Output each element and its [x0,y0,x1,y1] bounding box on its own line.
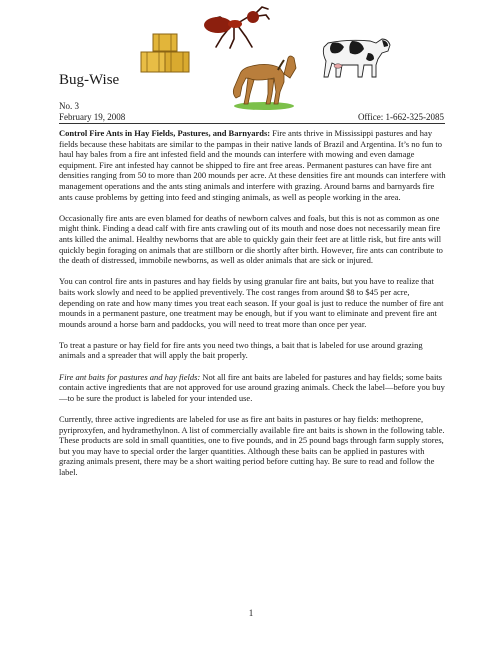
hay-bales-icon [140,32,190,74]
office-phone: Office: 1-662-325-2085 [357,111,444,122]
issue-number: No. 3 [59,101,79,111]
paragraph-6: Currently, three active ingredients are labeled for use as fire ant baits in pastures or hay fields: methoprene, pyriproxyfen, and hydramethylnon. A list of commercially available fire ant baits is shown in the following table. These products are sold in small quantities, one to five pounds, and in 25 pound bags through farm supply stores, but you may have to special order the larger quantities. Although these baits can be applied in pastures with grazing animals present, there may be a short waiting period before cutting hay. Be sure to read and follow the label. [59,414,445,477]
subsection-heading: Fire ant baits for pastures and hay fields: [59,371,201,382]
issue-info [59,101,444,122]
newsletter-title: Bug-Wise [59,72,120,88]
paragraph-1 [59,128,446,202]
header-divider [59,123,445,124]
section-heading: Control Fire Ants in Hay Fields, Pastures, and Barnyards: [59,128,271,138]
paragraph-4: To treat a pasture or hay field for fire ants you need two things, a bait that is labeled for use around grazing animals and a spreader that will apply the bait properly. [59,339,423,361]
cow-icon [318,33,394,79]
article-body [59,128,446,488]
paragraph-1-text: Fire ants thrive in Mississippi pastures and hay fields because these habitats are similar to the pampas in their native lands of Brazil and Argentina. It’s no fun to haul hay bales from a fire ant infested field and the mounds can interfere with mowing and even damage equipment. Fire ant infested hay cannot be shipped to fire ant free areas. Permanent pastures can have fire ant densities ranging from 50 to more than 200 mounds per acre. At these densities fire ant mounds can interfere with management operations and the ants sting animals and interfere with grazing. Around barns and barnyards fire ants cause problems by getting into feed and stinging animals, as well as people working in the area. [59,128,446,202]
paragraph-2: Occasionally fire ants are even blamed for deaths of newborn calves and foals, but this is not as common as one might think. Finding a dead calf with fire ants crawling out of its mouth and nose does not necessarily mean fire ants killed the animal. Healthy newborns that are able to quickly gain their feet are at little risk, but fire ants will quickly begin foraging on animals that are stillborn or die shortly after birth. However, fire ants can contribute to the death of distressed, immobile newborns, as well as older animals that are sick or injured. [59,212,443,266]
paragraph-3: You can control fire ants in pastures and hay fields by using granular fire ant baits, but you have to realize that baits work slowly and need to be applied preventively. The cost ranges from around $8 to $45 per acre, depending on rate and how many times you treat each season. If your goal is just to reduce the number of fire ant mounds in a permanent pasture, one treatment may be enough, but if you want to eliminate and prevent fire ant mounds around a horse barn and paddocks, you will need to treat more than once per year. [59,276,444,329]
paragraph-5-text: Not all fire ant baits are labeled for pastures and hay fields; some baits contain active ingredients that are not approved for use around grazing animals. Check the label—before you buy—to be sure the product is labeled for your intended use. [59,371,445,403]
fire-ant-icon [200,3,270,49]
issue-date: February 19, 2008 [59,111,126,122]
paragraph-5 [59,372,446,404]
page-number: 1 [248,608,254,618]
issue-date-row [59,112,444,123]
